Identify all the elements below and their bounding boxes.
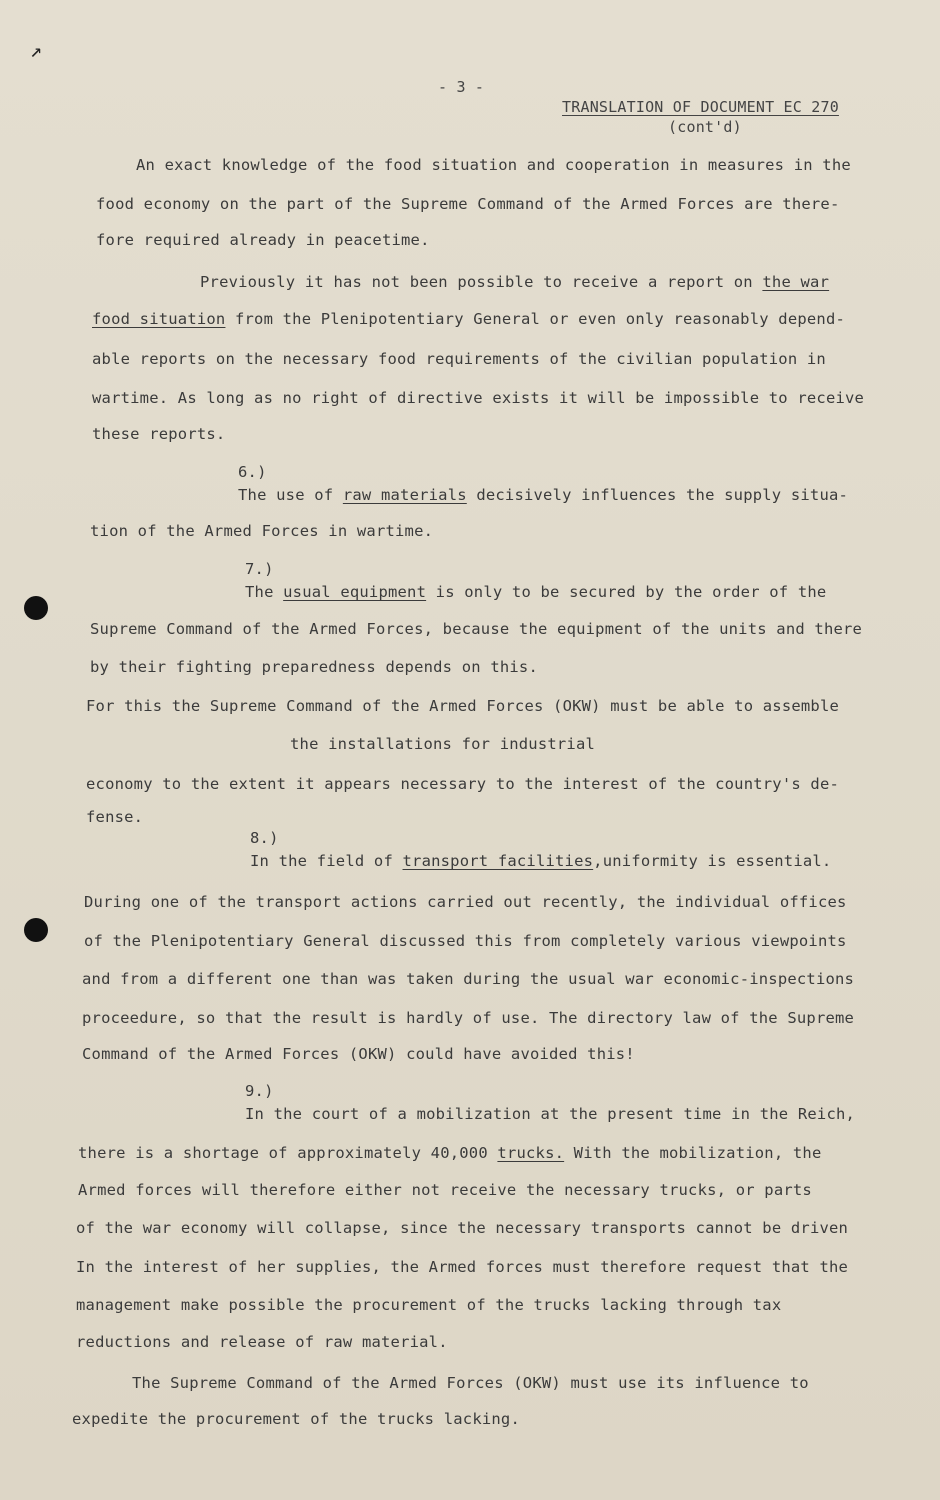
s8-line-4: and from a different one than was taken during the usual war economic-inspections bbox=[82, 970, 855, 988]
p1-line-1: An exact knowledge of the food situation and cooperation in measures in the bbox=[136, 156, 851, 174]
section-8-number: 8.) bbox=[250, 829, 279, 847]
s8-line-1: In the field of transport facilities,uniformity is essential. bbox=[250, 852, 832, 870]
pen-mark: ↗ bbox=[30, 38, 43, 62]
s9-line-1: In the court of a mobilization at the present time in the Reich, bbox=[245, 1105, 856, 1123]
section-9-number: 9.) bbox=[245, 1082, 274, 1100]
s9-line-4: of the war economy will collapse, since the necessary transports cannot be driven bbox=[76, 1219, 849, 1237]
punch-hole-top bbox=[24, 596, 48, 620]
s7-line-1: The usual equipment is only to be secured by the order of the bbox=[245, 583, 827, 601]
p2-line-2: food situation from the Plenipotentiary General or even only reasonably depend- bbox=[92, 310, 846, 328]
page-number: - 3 - bbox=[438, 78, 485, 96]
s6-line-2: tion of the Armed Forces in wartime. bbox=[90, 522, 434, 540]
s7-line-7: fense. bbox=[86, 808, 144, 826]
section-6-number: 6.) bbox=[238, 463, 267, 481]
document-subtitle: (cont'd) bbox=[668, 118, 742, 136]
s9-line-6: management make possible the procurement of the trucks lacking through tax bbox=[76, 1296, 782, 1314]
document-title: TRANSLATION OF DOCUMENT EC 270 bbox=[562, 98, 839, 116]
s8-line-2: During one of the transport actions carried out recently, the individual offices bbox=[84, 893, 847, 911]
s7-line-3: by their fighting preparedness depends on this. bbox=[90, 658, 538, 676]
s8-line-3: of the Plenipotentiary General discussed this from completely various viewpoints bbox=[84, 932, 847, 950]
s9-line-3: Armed forces will therefore either not receive the necessary trucks, or parts bbox=[78, 1181, 812, 1199]
s6-line-1: The use of raw materials decisively influences the supply situa- bbox=[238, 486, 849, 504]
s9-line-2: there is a shortage of approximately 40,000 trucks. With the mobilization, the bbox=[78, 1144, 822, 1162]
s7-line-4: For this the Supreme Command of the Armed Forces (OKW) must be able to assemble bbox=[86, 697, 840, 715]
p2-line-5: these reports. bbox=[92, 425, 226, 443]
s9-line-5: In the interest of her supplies, the Armed forces must therefore request that the bbox=[76, 1258, 849, 1276]
s9-line-7: reductions and release of raw material. bbox=[76, 1333, 448, 1351]
closing-line-1: The Supreme Command of the Armed Forces (OKW) must use its influence to bbox=[132, 1374, 809, 1392]
s7-line-5: the installations for industrial bbox=[290, 735, 596, 753]
punch-hole-bottom bbox=[24, 918, 48, 942]
s7-line-2: Supreme Command of the Armed Forces, because the equipment of the units and there bbox=[90, 620, 863, 638]
p2-line-1: Previously it has not been possible to receive a report on the war bbox=[200, 273, 830, 291]
p2-line-4: wartime. As long as no right of directive exists it will be impossible to receive bbox=[92, 389, 865, 407]
p2-line-3: able reports on the necessary food requirements of the civilian population in bbox=[92, 350, 826, 368]
s7-line-6: economy to the extent it appears necessary to the interest of the country's de- bbox=[86, 775, 840, 793]
closing-line-2: expedite the procurement of the trucks lacking. bbox=[72, 1410, 520, 1428]
section-7-number: 7.) bbox=[245, 560, 274, 578]
s8-line-5: proceedure, so that the result is hardly of use. The directory law of the Supreme bbox=[82, 1009, 855, 1027]
s8-line-6: Command of the Armed Forces (OKW) could have avoided this! bbox=[82, 1045, 635, 1063]
p1-line-2: food economy on the part of the Supreme Command of the Armed Forces are there- bbox=[96, 195, 840, 213]
p1-line-3: fore required already in peacetime. bbox=[96, 231, 430, 249]
